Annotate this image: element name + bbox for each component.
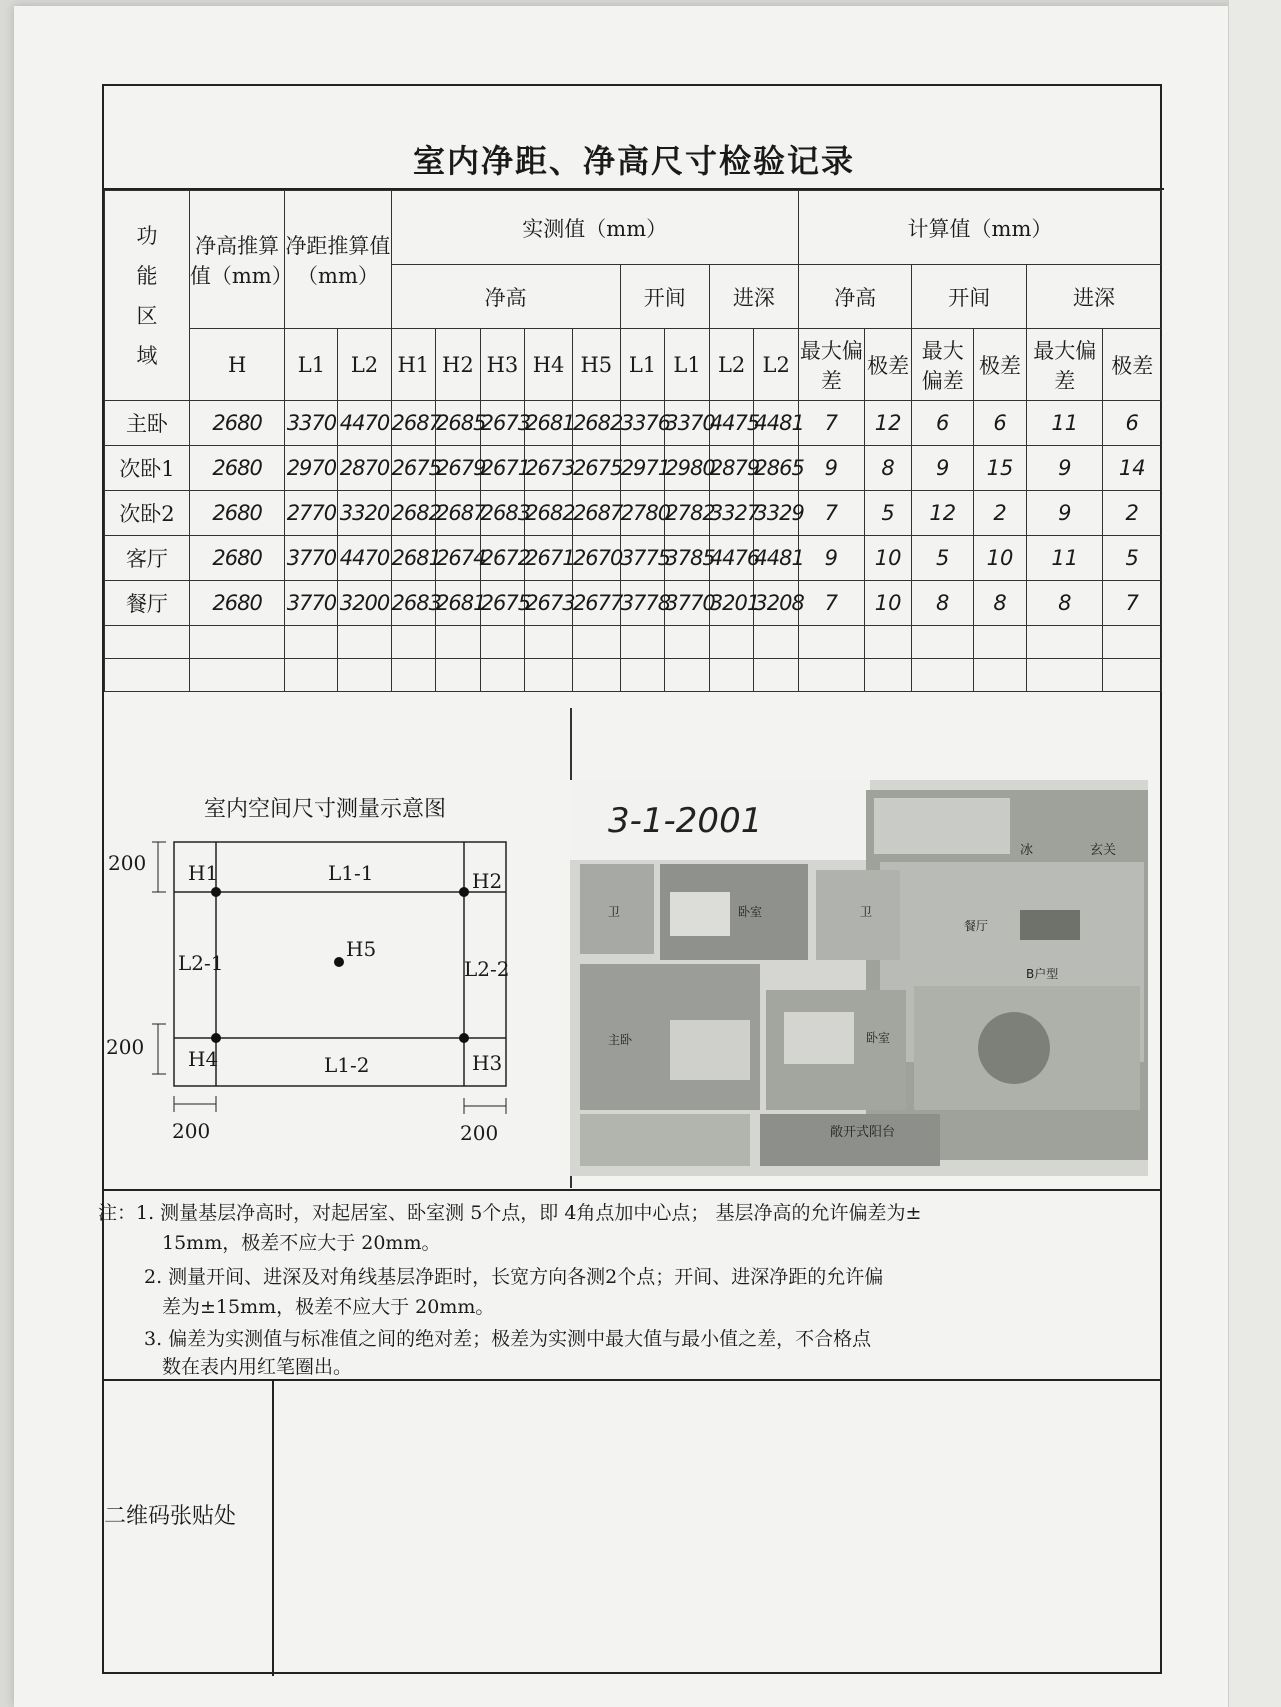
cell-measured-h4: 2673: [525, 446, 573, 491]
cell-measured-h5: 2675: [572, 446, 620, 491]
plan-type: B户型: [1026, 967, 1059, 981]
empty-cell: [285, 626, 338, 659]
cell-l1-calc: 2970: [285, 446, 338, 491]
empty-cell: [105, 626, 190, 659]
cell-h-calc: 2680: [189, 446, 285, 491]
empty-cell: [665, 626, 710, 659]
cell-measured-h3: 2683: [480, 491, 525, 536]
label-l1-2: L1-2: [324, 1053, 370, 1077]
empty-cell: [974, 626, 1027, 659]
empty-cell: [189, 626, 285, 659]
cell-l2-calc: 4470: [338, 401, 391, 446]
cell-computed: 8: [1027, 581, 1103, 626]
col-jinshen-L2b: L2: [754, 329, 799, 401]
empty-cell: [620, 659, 665, 692]
cell-computed: 7: [1103, 581, 1162, 626]
empty-cell: [436, 626, 481, 659]
header-area: 功能区域: [105, 191, 190, 401]
col-H1: H1: [391, 329, 436, 401]
cell-computed: 9: [912, 446, 974, 491]
cell-measured-kaijian: 2780: [620, 491, 665, 536]
empty-cell: [912, 626, 974, 659]
cell-measured-h1: 2675: [391, 446, 436, 491]
cell-l1-calc: 3770: [285, 536, 338, 581]
empty-cell: [912, 659, 974, 692]
row-area-label: 次卧2: [105, 491, 190, 536]
diagram-title: 室内空间尺寸测量示意图: [204, 797, 447, 822]
header-measured-jinshen: 进深: [709, 265, 798, 329]
cell-h-calc: 2680: [189, 536, 285, 581]
diagram-section: [104, 708, 1162, 1188]
col-kaijian-max-dev: 最大偏差: [912, 329, 974, 401]
cell-measured-kaijian: 3785: [665, 536, 710, 581]
note-1a: 注：1. 测量基层净高时，对起居室、卧室测 5个点，即 4角点加中心点； 基层净高的允许偏差为±: [98, 1202, 922, 1224]
cell-computed: 11: [1027, 536, 1103, 581]
cell-measured-h4: 2681: [525, 401, 573, 446]
table-row: [105, 581, 1162, 626]
cell-computed: 7: [798, 491, 864, 536]
paper-edge-behind: [1228, 0, 1281, 1707]
empty-cell: [391, 626, 436, 659]
plan-dining: 餐厅: [964, 919, 989, 933]
cell-measured-h2: 2679: [436, 446, 481, 491]
dim-label-left: 200: [172, 1119, 211, 1143]
cell-measured-jinshen: 4481: [754, 536, 799, 581]
note-3b: 数在表内用红笔圈出。: [162, 1356, 353, 1378]
note-2b: 差为±15mm，极差不应大于 20mm。: [162, 1296, 495, 1318]
table-row: [105, 536, 1162, 581]
cell-measured-h1: 2682: [391, 491, 436, 536]
cell-computed: 10: [974, 536, 1027, 581]
plan-bedroom-top: 卧室: [738, 905, 763, 919]
empty-cell: [338, 659, 391, 692]
col-jinshen-range: 极差: [1103, 329, 1162, 401]
empty-cell: [864, 626, 912, 659]
cell-computed: 7: [798, 581, 864, 626]
header-computed: 计算值（mm）: [798, 191, 1161, 265]
cell-l1-calc: 3770: [285, 581, 338, 626]
empty-cell: [1027, 626, 1103, 659]
note-1b: 15mm，极差不应大于 20mm。: [162, 1232, 441, 1254]
label-h5: H5: [346, 937, 377, 961]
empty-cell: [480, 626, 525, 659]
header-h-calc: 净高推算值（mm）: [189, 191, 285, 329]
cell-computed: 9: [1027, 491, 1103, 536]
cell-computed: 5: [864, 491, 912, 536]
cell-computed: 12: [864, 401, 912, 446]
table-row: [105, 626, 1162, 659]
point-h2: [459, 887, 469, 897]
header-computed-jinggao: 净高: [798, 265, 912, 329]
header-computed-kaijian: 开间: [912, 265, 1027, 329]
cell-computed: 11: [1027, 401, 1103, 446]
cell-measured-kaijian: 3370: [665, 401, 710, 446]
table-row: [105, 446, 1162, 491]
cell-measured-h1: 2687: [391, 401, 436, 446]
row-area-label: 客厅: [105, 536, 190, 581]
point-h5: [334, 957, 344, 967]
cell-measured-h5: 2682: [572, 401, 620, 446]
empty-cell: [864, 659, 912, 692]
table-row: [105, 659, 1162, 692]
cell-measured-kaijian: 3778: [620, 581, 665, 626]
empty-cell: [709, 626, 754, 659]
cell-computed: 9: [798, 536, 864, 581]
point-h3: [459, 1033, 469, 1043]
row-area-label: 餐厅: [105, 581, 190, 626]
cell-measured-kaijian: 3775: [620, 536, 665, 581]
dim-label-bottom: 200: [106, 1035, 145, 1059]
col-jinshen-L2a: L2: [709, 329, 754, 401]
col-H3: H3: [480, 329, 525, 401]
cell-measured-jinshen: 3208: [754, 581, 799, 626]
cell-measured-jinshen: 2879: [709, 446, 754, 491]
cell-measured-kaijian: 2971: [620, 446, 665, 491]
col-jinggao-max-dev: 最大偏差: [798, 329, 864, 401]
cell-computed: 12: [912, 491, 974, 536]
empty-cell: [525, 659, 573, 692]
cell-l2-calc: 4470: [338, 536, 391, 581]
plan-wei-right: 卫: [860, 905, 873, 919]
cell-measured-h3: 2673: [480, 401, 525, 446]
cell-computed: 8: [864, 446, 912, 491]
cell-measured-h4: 2671: [525, 536, 573, 581]
empty-cell: [754, 659, 799, 692]
cell-computed: 5: [1103, 536, 1162, 581]
qr-section: [104, 1379, 1162, 1674]
cell-computed: 8: [974, 581, 1027, 626]
form-title: 室内净距、净高尺寸检验记录: [412, 142, 855, 180]
plan-second-bedroom: 卧室: [866, 1031, 891, 1045]
col-H2: H2: [436, 329, 481, 401]
cell-measured-kaijian: 2782: [665, 491, 710, 536]
empty-cell: [709, 659, 754, 692]
col-H4: H4: [525, 329, 573, 401]
cell-measured-jinshen: 4475: [709, 401, 754, 446]
row-area-label: 次卧1: [105, 446, 190, 491]
empty-cell: [338, 626, 391, 659]
cell-measured-h2: 2681: [436, 581, 481, 626]
empty-cell: [436, 659, 481, 692]
col-jinggao-range: 极差: [864, 329, 912, 401]
plan-master-bedroom: 主卧: [608, 1033, 633, 1047]
cell-l2-calc: 3200: [338, 581, 391, 626]
form-title-bar: [104, 86, 1164, 190]
header-l-calc: 净距推算值（mm）: [285, 191, 391, 329]
point-h4: [211, 1033, 221, 1043]
cell-measured-jinshen: 3329: [754, 491, 799, 536]
note-2a: 2. 测量开间、进深及对角线基层净距时，长宽方向各测2个点；开间、进深净距的允许偏: [144, 1266, 884, 1288]
cell-h-calc: 2680: [189, 401, 285, 446]
empty-cell: [620, 626, 665, 659]
cell-h-calc: 2680: [189, 491, 285, 536]
header-computed-jinshen: 进深: [1027, 265, 1162, 329]
cell-measured-h2: 2685: [436, 401, 481, 446]
col-jinshen-max-dev: 最大偏差: [1027, 329, 1103, 401]
inspection-form: [98, 84, 1162, 1674]
cell-l1-calc: 3370: [285, 401, 338, 446]
qr-label: 二维码张贴处: [104, 1504, 237, 1529]
empty-cell: [189, 659, 285, 692]
empty-cell: [572, 659, 620, 692]
cell-measured-h1: 2683: [391, 581, 436, 626]
measurement-table: [104, 190, 1162, 692]
empty-cell: [1103, 626, 1162, 659]
plan-balcony: 敞开式阳台: [830, 1125, 896, 1140]
plan-entry: 玄关: [1090, 843, 1117, 858]
cell-computed: 15: [974, 446, 1027, 491]
cell-computed: 7: [798, 401, 864, 446]
cell-computed: 9: [1027, 446, 1103, 491]
cell-computed: 2: [1103, 491, 1162, 536]
cell-measured-h5: 2687: [572, 491, 620, 536]
cell-computed: 8: [912, 581, 974, 626]
qr-label-cell: [104, 1381, 274, 1676]
dim-label-top: 200: [108, 851, 147, 875]
point-h1: [211, 887, 221, 897]
col-L2: L2: [338, 329, 391, 401]
cell-computed: 14: [1103, 446, 1162, 491]
empty-cell: [572, 626, 620, 659]
label-l2-1: L2-1: [178, 951, 224, 975]
cell-measured-h1: 2681: [391, 536, 436, 581]
cell-l1-calc: 2770: [285, 491, 338, 536]
cell-l2-calc: 2870: [338, 446, 391, 491]
label-h1: H1: [188, 861, 219, 885]
cell-measured-h3: 2671: [480, 446, 525, 491]
label-l1-1: L1-1: [328, 861, 374, 885]
cell-measured-jinshen: 3327: [709, 491, 754, 536]
cell-measured-jinshen: 4481: [754, 401, 799, 446]
empty-cell: [754, 626, 799, 659]
empty-cell: [798, 659, 864, 692]
floor-plan-image: [570, 780, 1148, 1176]
plan-wei-left: 卫: [608, 905, 621, 919]
header-measured-jinggao: 净高: [391, 265, 620, 329]
label-h2: H2: [472, 869, 503, 893]
col-kaijian-L1b: L1: [665, 329, 710, 401]
cell-measured-jinshen: 4476: [709, 536, 754, 581]
col-H: H: [189, 329, 285, 401]
cell-measured-h5: 2677: [572, 581, 620, 626]
table-row: [105, 491, 1162, 536]
empty-cell: [285, 659, 338, 692]
cell-measured-h3: 2672: [480, 536, 525, 581]
floor-plan-photo: [570, 780, 1148, 1176]
cell-measured-h4: 2673: [525, 581, 573, 626]
cell-measured-jinshen: 3201: [709, 581, 754, 626]
cell-measured-kaijian: 3770: [665, 581, 710, 626]
cell-measured-h3: 2675: [480, 581, 525, 626]
cell-measured-h2: 2687: [436, 491, 481, 536]
cell-l2-calc: 3320: [338, 491, 391, 536]
plan-fridge: 冰: [1020, 843, 1034, 858]
col-L1: L1: [285, 329, 338, 401]
cell-computed: 6: [974, 401, 1027, 446]
label-h3: H3: [472, 1051, 503, 1075]
empty-cell: [391, 659, 436, 692]
cell-measured-h4: 2682: [525, 491, 573, 536]
empty-cell: [1027, 659, 1103, 692]
empty-cell: [798, 626, 864, 659]
cell-measured-jinshen: 2865: [754, 446, 799, 491]
table-body: [105, 401, 1162, 692]
empty-cell: [480, 659, 525, 692]
empty-cell: [525, 626, 573, 659]
cell-computed: 9: [798, 446, 864, 491]
cell-measured-h2: 2674: [436, 536, 481, 581]
cell-measured-kaijian: 3376: [620, 401, 665, 446]
empty-cell: [665, 659, 710, 692]
cell-computed: 10: [864, 581, 912, 626]
cell-measured-h5: 2670: [572, 536, 620, 581]
empty-cell: [1103, 659, 1162, 692]
empty-cell: [105, 659, 190, 692]
col-kaijian-L1a: L1: [620, 329, 665, 401]
cell-computed: 5: [912, 536, 974, 581]
cell-computed: 6: [1103, 401, 1162, 446]
label-h4: H4: [188, 1047, 219, 1071]
empty-cell: [974, 659, 1027, 692]
col-kaijian-range: 极差: [974, 329, 1027, 401]
table-row: [105, 401, 1162, 446]
cell-computed: 10: [864, 536, 912, 581]
header-measured: 实测值（mm）: [391, 191, 798, 265]
label-l2-2: L2-2: [464, 957, 510, 981]
notes-section: [98, 1189, 1162, 1379]
measurement-diagram: [104, 708, 570, 1188]
cell-computed: 6: [912, 401, 974, 446]
row-area-label: 主卧: [105, 401, 190, 446]
cell-computed: 2: [974, 491, 1027, 536]
col-H5: H5: [572, 329, 620, 401]
dim-label-right: 200: [460, 1121, 499, 1145]
note-3a: 3. 偏差为实测值与标准值之间的绝对差；极差为实测中最大值与最小值之差，不合格点: [144, 1328, 872, 1350]
header-measured-kaijian: 开间: [620, 265, 709, 329]
plan-unit-number: 3-1-2001: [608, 801, 763, 841]
cell-measured-kaijian: 2980: [665, 446, 710, 491]
cell-h-calc: 2680: [189, 581, 285, 626]
